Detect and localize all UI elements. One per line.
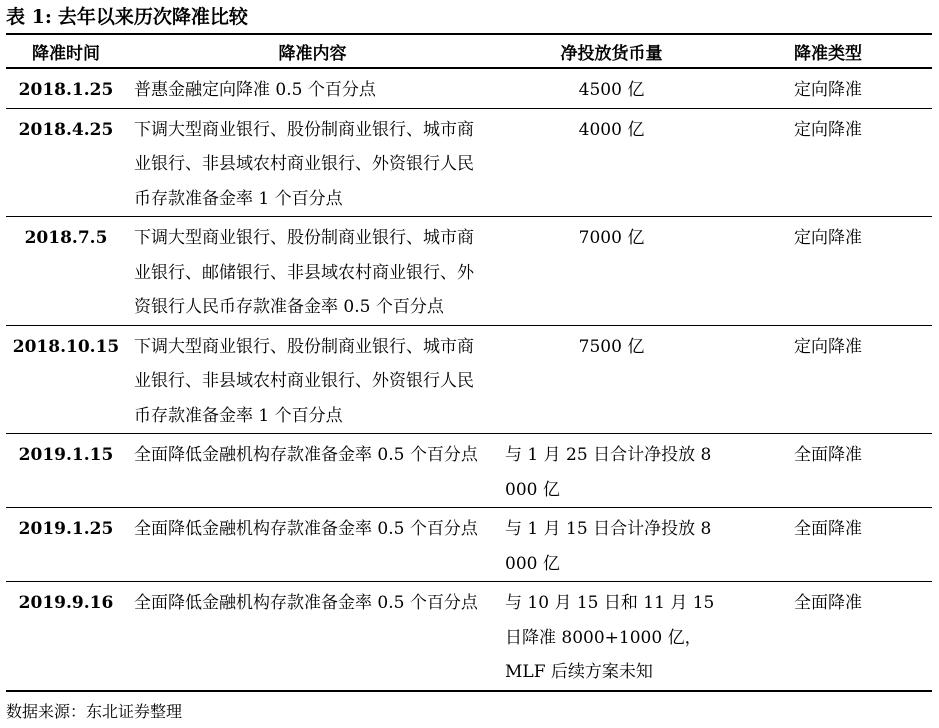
cell-date: 2018.7.5: [6, 217, 126, 326]
cell-date: 2019.1.15: [6, 434, 126, 508]
rrr-cut-table: [6, 33, 932, 692]
cell-amount: 4500 亿: [499, 68, 724, 108]
cell-content: 普惠金融定向降准 0.5 个百分点: [126, 68, 499, 108]
table-row: [6, 325, 932, 434]
table-caption: [6, 4, 248, 30]
table-row: [6, 434, 932, 508]
cell-type: 全面降准: [724, 434, 932, 508]
cell-amount: 4000 亿: [499, 108, 724, 217]
cell-type: 定向降准: [724, 325, 932, 434]
caption-title: 去年以来历次降准比较: [57, 6, 248, 28]
cell-type: 定向降准: [724, 217, 932, 326]
caption-label: 表 1:: [6, 6, 52, 28]
cell-content: 全面降低金融机构存款准备金率 0.5 个百分点: [126, 434, 499, 508]
table-row: [6, 217, 932, 326]
header-row: [6, 34, 932, 68]
cell-amount: 与 1 月 15 日合计净投放 8000 亿: [499, 508, 724, 582]
header-type: 降准类型: [724, 34, 932, 68]
table-row: [6, 108, 932, 217]
table-row: [6, 508, 932, 582]
cell-amount: 7000 亿: [499, 217, 724, 326]
cell-type: 全面降准: [724, 508, 932, 582]
cell-content: 下调大型商业银行、股份制商业银行、城市商业银行、非县域农村商业银行、外资银行人民币存款准备金率 1 个百分点: [126, 325, 499, 434]
header-date: 降准时间: [6, 34, 126, 68]
cell-content: 全面降低金融机构存款准备金率 0.5 个百分点: [126, 508, 499, 582]
cell-type: 全面降准: [724, 582, 932, 691]
cell-type: 定向降准: [724, 68, 932, 108]
cell-date: 2018.10.15: [6, 325, 126, 434]
cell-content: 下调大型商业银行、股份制商业银行、城市商业银行、邮储银行、非县域农村商业银行、外资银行人民币存款准备金率 0.5 个百分点: [126, 217, 499, 326]
cell-content: 全面降低金融机构存款准备金率 0.5 个百分点: [126, 582, 499, 691]
table-row: [6, 68, 932, 108]
cell-date: 2019.9.16: [6, 582, 126, 691]
cell-amount: 7500 亿: [499, 325, 724, 434]
cell-date: 2018.1.25: [6, 68, 126, 108]
header-content: 降准内容: [126, 34, 499, 68]
cell-content: 下调大型商业银行、股份制商业银行、城市商业银行、非县域农村商业银行、外资银行人民币存款准备金率 1 个百分点: [126, 108, 499, 217]
cell-date: 2019.1.25: [6, 508, 126, 582]
header-amount: 净投放货币量: [499, 34, 724, 68]
cell-amount: 与 10 月 15 日和 11 月 15 日降准 8000+1000 亿，MLF 后续方案未知: [499, 582, 724, 691]
table-body: [6, 68, 932, 691]
table-header: [6, 34, 932, 68]
table-row: [6, 582, 932, 691]
cell-date: 2018.4.25: [6, 108, 126, 217]
cell-amount: 与 1 月 25 日合计净投放 8000 亿: [499, 434, 724, 508]
cell-type: 定向降准: [724, 108, 932, 217]
data-source-note: 数据来源：东北证券整理: [6, 702, 183, 721]
